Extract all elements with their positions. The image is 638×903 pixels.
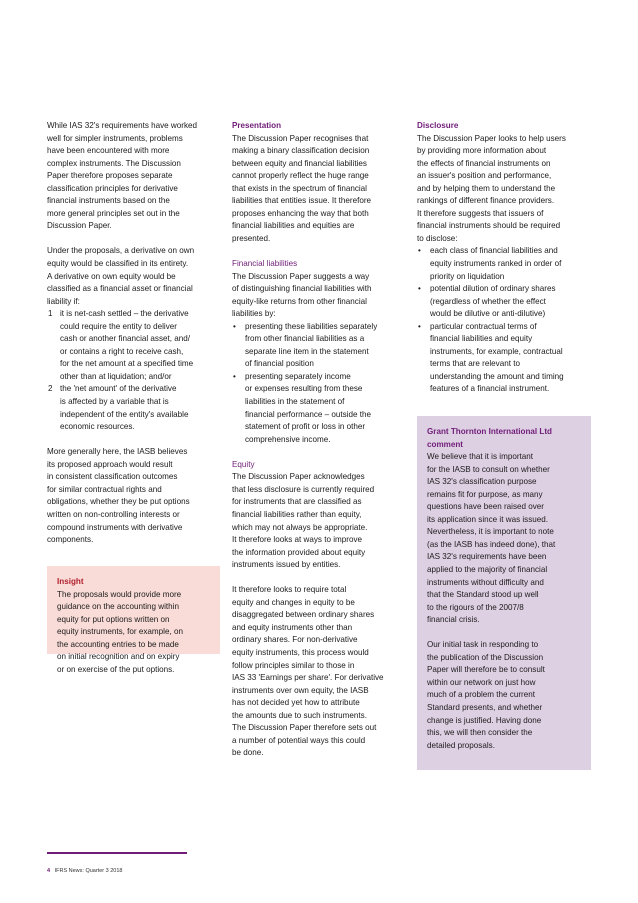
presentation-list [232, 321, 405, 446]
publication-name: IFRS News: Quarter 3 2018 [54, 868, 123, 874]
list-item [417, 245, 591, 283]
disclosure-list [417, 245, 591, 396]
list-item-text: the 'net amount' of the derivative is affected by a variable that is independent of the entity's available economic resources. [60, 384, 189, 432]
presentation-heading: Presentation [232, 121, 282, 130]
list-item-text: presenting separately income or expenses resulting from these liabilities in the statement of financial performance – outside the statement of profit or loss in other comprehensive income. [245, 371, 371, 444]
footer-divider [47, 852, 187, 854]
equity-paragraph: The Discussion Paper acknowledges that less disclosure is currently required for instruments that are classified as financial liabilities rather than equity, which may not always be appropriate. It therefore looks at ways to improve the information provided about equity instruments issued by entities. [232, 472, 375, 570]
gt-comment-paragraph-2: Our initial task in responding to the publication of the Discussion Paper will therefore be to consult within our network on just how much of a problem the current Standard presents, and whether change is justified. Having done this, we will then consider the detailed proposals. [427, 640, 545, 750]
presentation-paragraph: The Discussion Paper recognises that making a binary classification decision between equity and financial liabilities cannot properly reflect the huge range that exists in the spectrum of financial liabilities that entities issue. It therefore proposes enhancing the way that both financial liabilities and equities are presented. [232, 133, 372, 243]
list-item-text: presenting these liabilities separately from other financial liabilities as a separate line item in the statement of financial position [245, 321, 378, 369]
list-item [232, 321, 405, 371]
grant-thornton-comment-box [417, 416, 591, 770]
list-marker: • [418, 284, 421, 294]
insight-heading: Insight [57, 577, 84, 586]
list-item-text: potential dilution of ordinary shares (regardless of whether the effect would be dilutive or anti-dilutive) [430, 284, 556, 319]
equity-subheading: Equity [232, 459, 255, 469]
page-number: 4 [47, 868, 51, 874]
column-1 [47, 120, 220, 547]
list-marker: • [418, 246, 421, 256]
insight-text: The proposals would provide more guidance on the accounting within equity for put options written on equity instruments, for example, on the accounting entries to be made on initial recognition and on expiry or on exercise of the put options. [57, 589, 183, 674]
equity-requirements-paragraph: It therefore looks to require total equity and changes in equity to be disaggregated between ordinary shares and equity instruments other than ordinary shares. For non-derivative equity instruments, this process would follow principles similar to those in IAS 33 'Earnings per share'. For derivative instruments over own equity, the IASB has not decided yet how to attribute the amounts due to such instruments. The Discussion Paper therefore sets out a number of potential ways this could be done. [232, 585, 384, 758]
insight-box [47, 566, 220, 674]
intro-paragraph: While IAS 32's requirements have worked well for simpler instruments, problems have been encountered with more complex instruments. The Discussion Paper therefore proposes separate classification principles for derivative financial instruments based on the more general principles set out in the Discussion Paper. [47, 121, 197, 231]
iasb-belief-paragraph: More generally here, the IASB believes its proposed approach would result in consistent classification outcomes for similar contractual rights and obligations, whether they be put options written on non-controlling interests or compound instruments with derivative components. [47, 447, 190, 545]
list-marker: 2 [48, 384, 53, 394]
list-item [47, 383, 220, 433]
column-3 [417, 120, 591, 396]
list-marker: • [233, 321, 236, 331]
list-item [232, 371, 405, 446]
disclosure-paragraph: The Discussion Paper looks to help users by providing more information about the effects of financial instruments on an issuer's position and performance, and by helping them to understand the rankings of different finance providers. It therefore suggests that issuers of financial instruments should be required to disclose: [417, 133, 566, 243]
list-marker: 1 [48, 309, 53, 319]
gt-comment-heading: Grant Thornton International Ltd comment [427, 427, 552, 449]
footer [47, 867, 122, 875]
proposal-paragraph: Under the proposals, a derivative on own equity would be classified in its entirety. A derivative on own equity would be classified as a financial asset or financial liability if: [47, 246, 195, 306]
disclosure-heading: Disclosure [417, 121, 459, 130]
financial-liabilities-paragraph: The Discussion Paper suggests a way of distinguishing financial liabilities with equity-like returns from other financial liabilities by: [232, 271, 372, 319]
financial-liabilities-subheading: Financial liabilities [232, 259, 298, 269]
list-item-text: it is net-cash settled – the derivative could require the entity to deliver cash or another financial asset, and/ or contains a right to receive cash, for the net amount at a specified time other than at liquidation; and/or [60, 309, 194, 381]
list-item [417, 321, 591, 396]
list-marker: • [233, 371, 236, 381]
list-item-text: particular contractual terms of financial liabilities and equity instruments, for example, contractual terms that are relevant to understanding the amount and timing features of a financial instrument. [430, 321, 564, 394]
list-item [47, 308, 220, 383]
list-marker: • [418, 321, 421, 331]
gt-comment-paragraph-1: We believe that it is important for the IASB to consult on whether IAS 32's classification purpose remains fit for purpose, as many questions have been raised over its application since it was issued. Nevertheless, it is important to note (as the IASB has indeed done), that IAS 32's requirements have been applied to the majority of financial instruments without difficulty and that the Standard stood up well to the rigours of the 2007/8 financial crisis. [427, 452, 556, 625]
list-item [417, 283, 591, 321]
conditions-list [47, 308, 220, 433]
list-item-text: each class of financial liabilities and equity instruments ranked in order of priority on liquidation [430, 246, 562, 281]
column-2 [232, 120, 405, 760]
